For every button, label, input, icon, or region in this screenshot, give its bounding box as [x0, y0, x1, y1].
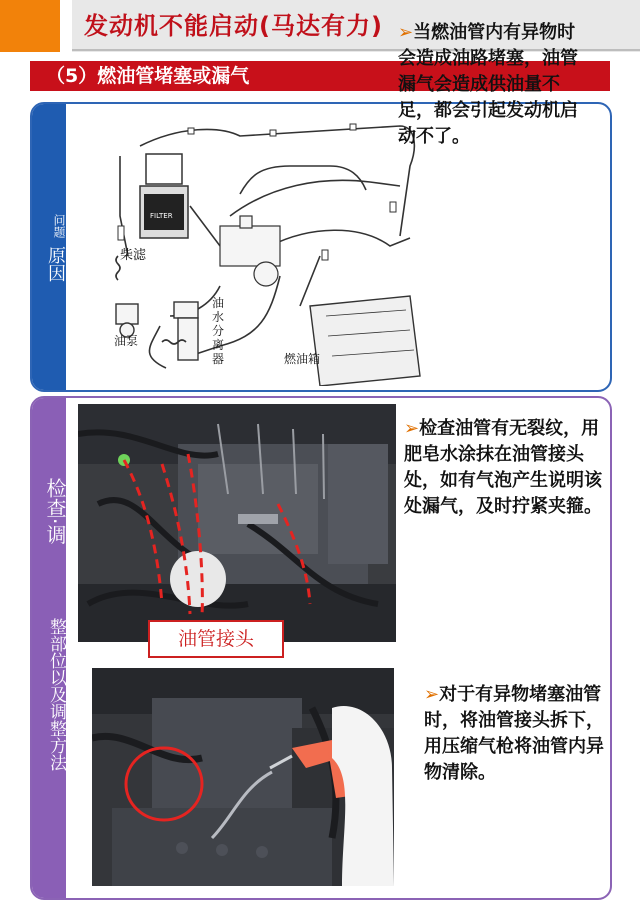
arrow-bullet-icon: ➢: [424, 684, 440, 705]
inspection-tab-label-bottom: 整部位以及调整方法: [46, 618, 66, 771]
inspection-text-1: [404, 416, 604, 520]
header-divider: [60, 0, 72, 52]
water-separator-drawing: [174, 302, 198, 360]
cleaning-description: 对于有异物堵塞油管时，将油管接头拆下，用压缩气枪将油管内异物清除。: [424, 684, 604, 783]
cause-tab-label: 原因: [45, 246, 66, 282]
fuel-system-diagram: [70, 106, 438, 386]
diesel-filter-drawing: [140, 154, 188, 238]
problem-cause-description: 当燃油管内有异物时会造成油路堵塞，油管漏气会造成供油量不足，都会引起发动机启动不了。: [398, 22, 578, 147]
header-accent-block: [0, 0, 60, 52]
fuel-tank-drawing: [310, 296, 420, 386]
arrow-bullet-icon: ➢: [404, 418, 420, 439]
engine-photo-fuel-joints: [78, 404, 396, 642]
label-fuel-tank: 燃油箱: [284, 352, 321, 366]
engine-photo-air-gun: [92, 668, 394, 886]
problem-cause-text: [398, 20, 578, 150]
section-title: （5）燃油管堵塞或漏气: [46, 65, 250, 87]
label-oil-pump: 油泵: [114, 334, 139, 348]
label-diesel-filter: 柴滤: [120, 248, 147, 263]
arrow-bullet-icon: ➢: [398, 22, 414, 43]
label-water-separator: 油水分离器: [212, 296, 225, 366]
svg-text:FILTER: FILTER: [150, 212, 173, 220]
inspection-text-2: [424, 682, 604, 786]
problem-cause-tab: [32, 104, 66, 390]
problem-tab-label: 问题: [52, 214, 66, 238]
inspection-tab: [32, 398, 66, 898]
fuel-joint-label: 油管接头: [148, 620, 284, 658]
pump-assembly-drawing: [220, 216, 280, 286]
page-title: 发动机不能启动(马达有力): [84, 12, 383, 40]
inspection-tab-label-top: 检查·调: [43, 478, 67, 545]
leak-check-description: 检查油管有无裂纹，用肥皂水涂抹在油管接头处，如有气泡产生说明该处漏气，及时拧紧夹箍。: [404, 418, 602, 517]
